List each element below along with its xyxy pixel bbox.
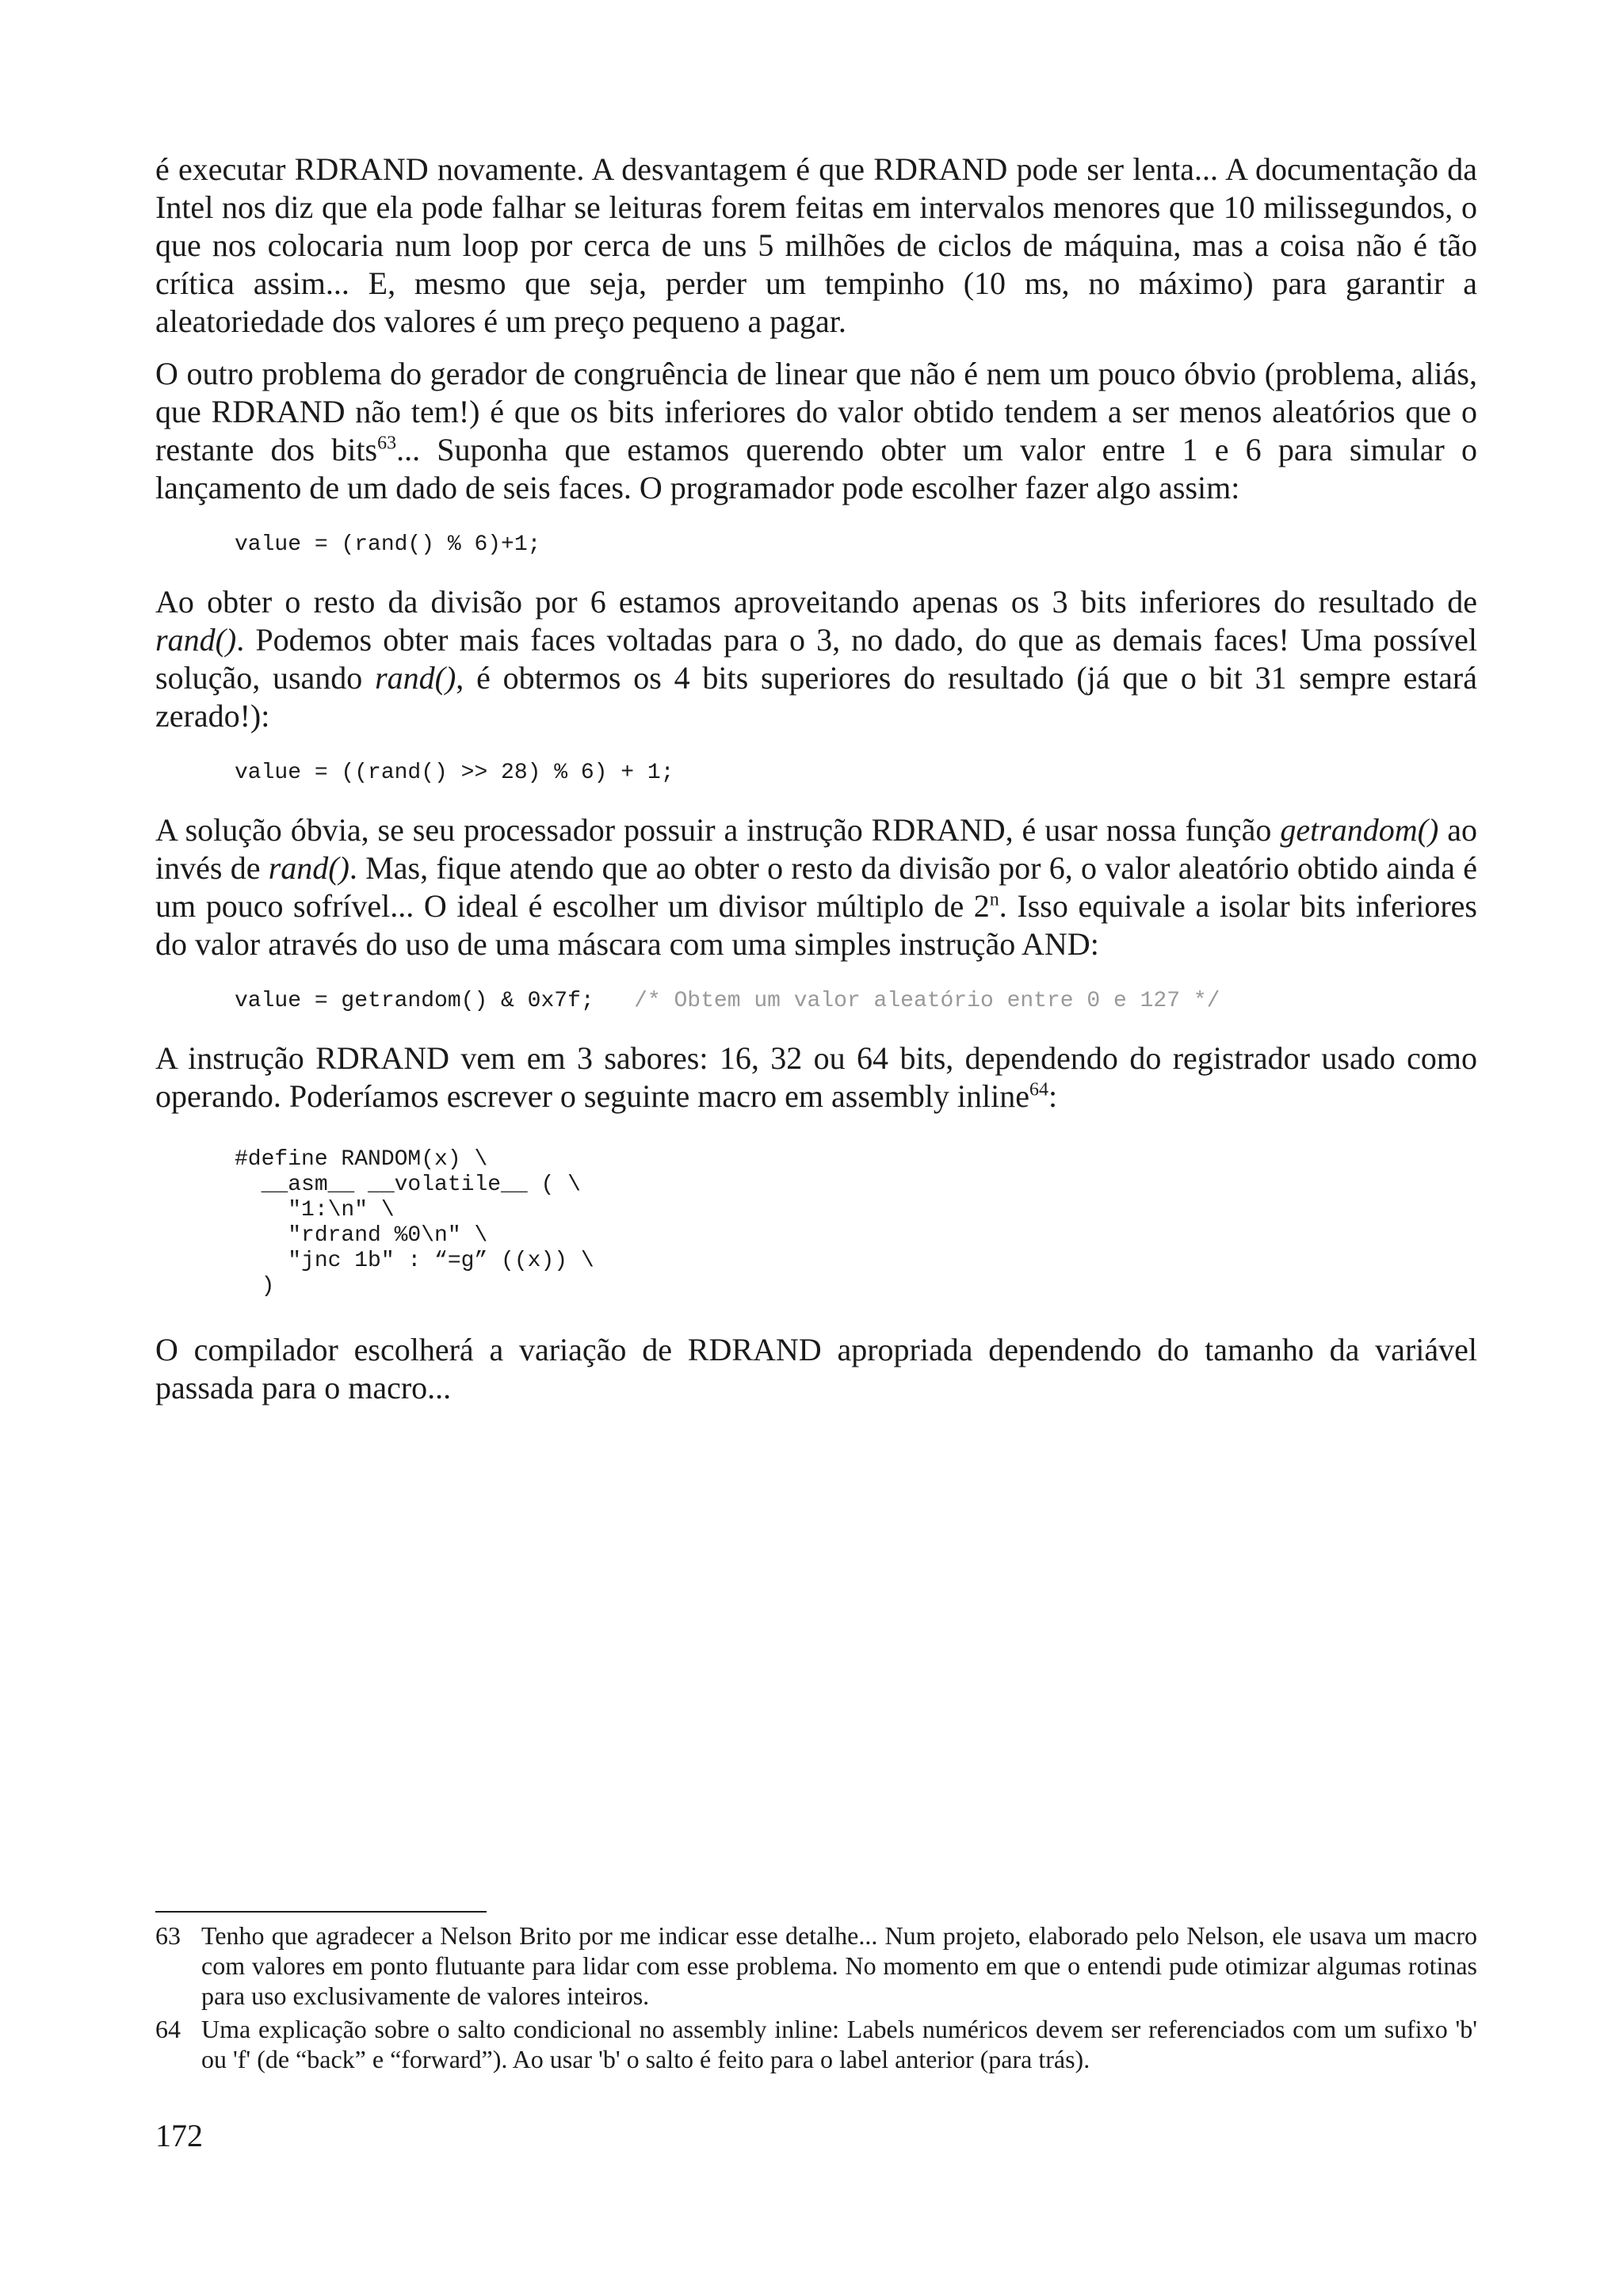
footnote-ref-64[interactable]: 64: [1029, 1079, 1048, 1100]
paragraph-text: é executar RDRAND novamente. A desvantagem é que RDRAND pode ser lenta... A documentação da Intel nos diz que ela pode falhar se leituras forem feitas em intervalos menores que 10 milissegundos, o que nos colocaria num loop por cerca de uns 5 milhões de ciclos de máquina, mas a coisa não é tão crítica assim... E, mesmo que seja, perder um tempinho (10 ms, no máximo) para garantir a aleatoriedade dos valores é um preço pequeno a pagar.: [155, 151, 1477, 339]
inline-code-rand: rand(): [375, 660, 456, 696]
inline-code-rand: rand(): [268, 850, 349, 886]
paragraph-rdrand-flavors: [155, 1039, 1477, 1116]
footnote-63: [155, 1920, 1477, 2011]
footnotes-section: [155, 1911, 1477, 2077]
paragraph-text: . Podemos obter mais faces voltadas para o 3, no dado, do que as demais faces! Uma possível solução, usando: [155, 622, 1477, 696]
footnote-text: Uma explicação sobre o salto condicional no assembly inline: Labels numéricos devem ser referenciados com um sufixo 'b' ou 'f' (de “back” e “forward”). Ao usar 'b' o salto é feito para o label anterior (para trás).: [201, 2015, 1477, 2073]
paragraph-text: O outro problema do gerador de congruência de linear que não é nem um pouco óbvio (problema, aliás, que RDRAND não tem!) é que os bits inferiores do valor obtido tendem a ser menos aleatórios que o restante dos bits: [155, 356, 1477, 467]
paragraph-compiler-choice: [155, 1331, 1477, 1407]
code-block-rand-mod: value = (rand() % 6)+1;: [235, 532, 541, 557]
paragraph-text: ... Suponha que estamos querendo obter um valor entre 1 e 6 para simular o lançamento de um dado de seis faces. O programador pode escolher fazer algo assim:: [155, 432, 1477, 505]
superscript-n: n: [989, 889, 999, 910]
paragraph-lcg-problem: [155, 355, 1477, 507]
page-body: [155, 151, 1477, 1421]
paragraph-text: :: [1048, 1078, 1058, 1114]
paragraph-text: . Isso equivale a isolar bits inferiores do valor através do uso de uma máscara com uma simples instrução AND:: [155, 888, 1477, 962]
code-line: "rdrand %0\n" \: [235, 1223, 488, 1248]
paragraph-text: ao invés de: [155, 812, 1477, 886]
code-block-getrandom-mask: [235, 989, 1477, 1014]
paragraph-text: A solução óbvia, se seu processador possuir a instrução RDRAND, é usar nossa função: [155, 812, 1281, 848]
footnote-ref-63[interactable]: 63: [377, 433, 397, 454]
code-line: __asm__ __volatile__ ( \: [235, 1173, 581, 1197]
code-comment: /* Obtem um valor aleatório entre 0 e 127 */: [634, 989, 1220, 1013]
paragraph-text: O compilador escolherá a variação de RDRAND apropriada dependendo do tamanho da variável passada para o macro...: [155, 1332, 1477, 1405]
inline-code-rand: rand(): [155, 622, 237, 658]
paragraph-text: . Mas, fique atendo que ao obter o resto da divisão por 6, o valor aleatório obtido ainda é um pouco sofrível... O ideal é escolher um divisor múltiplo de 2: [155, 850, 1477, 924]
footnote-divider: [155, 1911, 487, 1913]
footnote-64: [155, 2014, 1477, 2074]
code-block-rand-shift: value = ((rand() >> 28) % 6) + 1;: [235, 761, 674, 785]
paragraph-text: Ao obter o resto da divisão por 6 estamos aproveitando apenas os 3 bits inferiores do resultado de: [155, 584, 1477, 620]
page-number: 172: [155, 2118, 203, 2153]
paragraph-rdrand-retry: [155, 151, 1477, 341]
code-block-random-macro: [235, 1147, 1477, 1299]
footnote-number: 63: [155, 1921, 181, 1950]
code-text: value = getrandom() & 0x7f;: [235, 989, 635, 1013]
code-line: "jnc 1b" : “=g” ((x)) \: [235, 1249, 594, 1273]
footnote-number: 64: [155, 2015, 181, 2043]
paragraph-low-bits: [155, 583, 1477, 735]
code-line: "1:\n" \: [235, 1198, 395, 1222]
footnote-text: Tenho que agradecer a Nelson Brito por me indicar esse detalhe... Num projeto, elaborado pelo Nelson, ele usava um macro com valores em ponto flutuante para lidar com esse problema. No momento em que o entendi pude otimizar algumas rotinas para uso exclusivamente de valores inteiros.: [201, 1921, 1477, 2010]
code-line: ): [235, 1274, 275, 1299]
paragraph-obvious-solution: [155, 811, 1477, 963]
paragraph-text: A instrução RDRAND vem em 3 sabores: 16, 32 ou 64 bits, dependendo do registrador usado como operando. Poderíamos escrever o seguinte macro em assembly inline: [155, 1040, 1477, 1114]
code-line: #define RANDOM(x) \: [235, 1147, 488, 1172]
inline-code-getrandom: getrandom(): [1280, 812, 1439, 848]
paragraph-text: , é obtermos os 4 bits superiores do resultado (já que o bit 31 sempre estará zerado!):: [155, 660, 1477, 734]
